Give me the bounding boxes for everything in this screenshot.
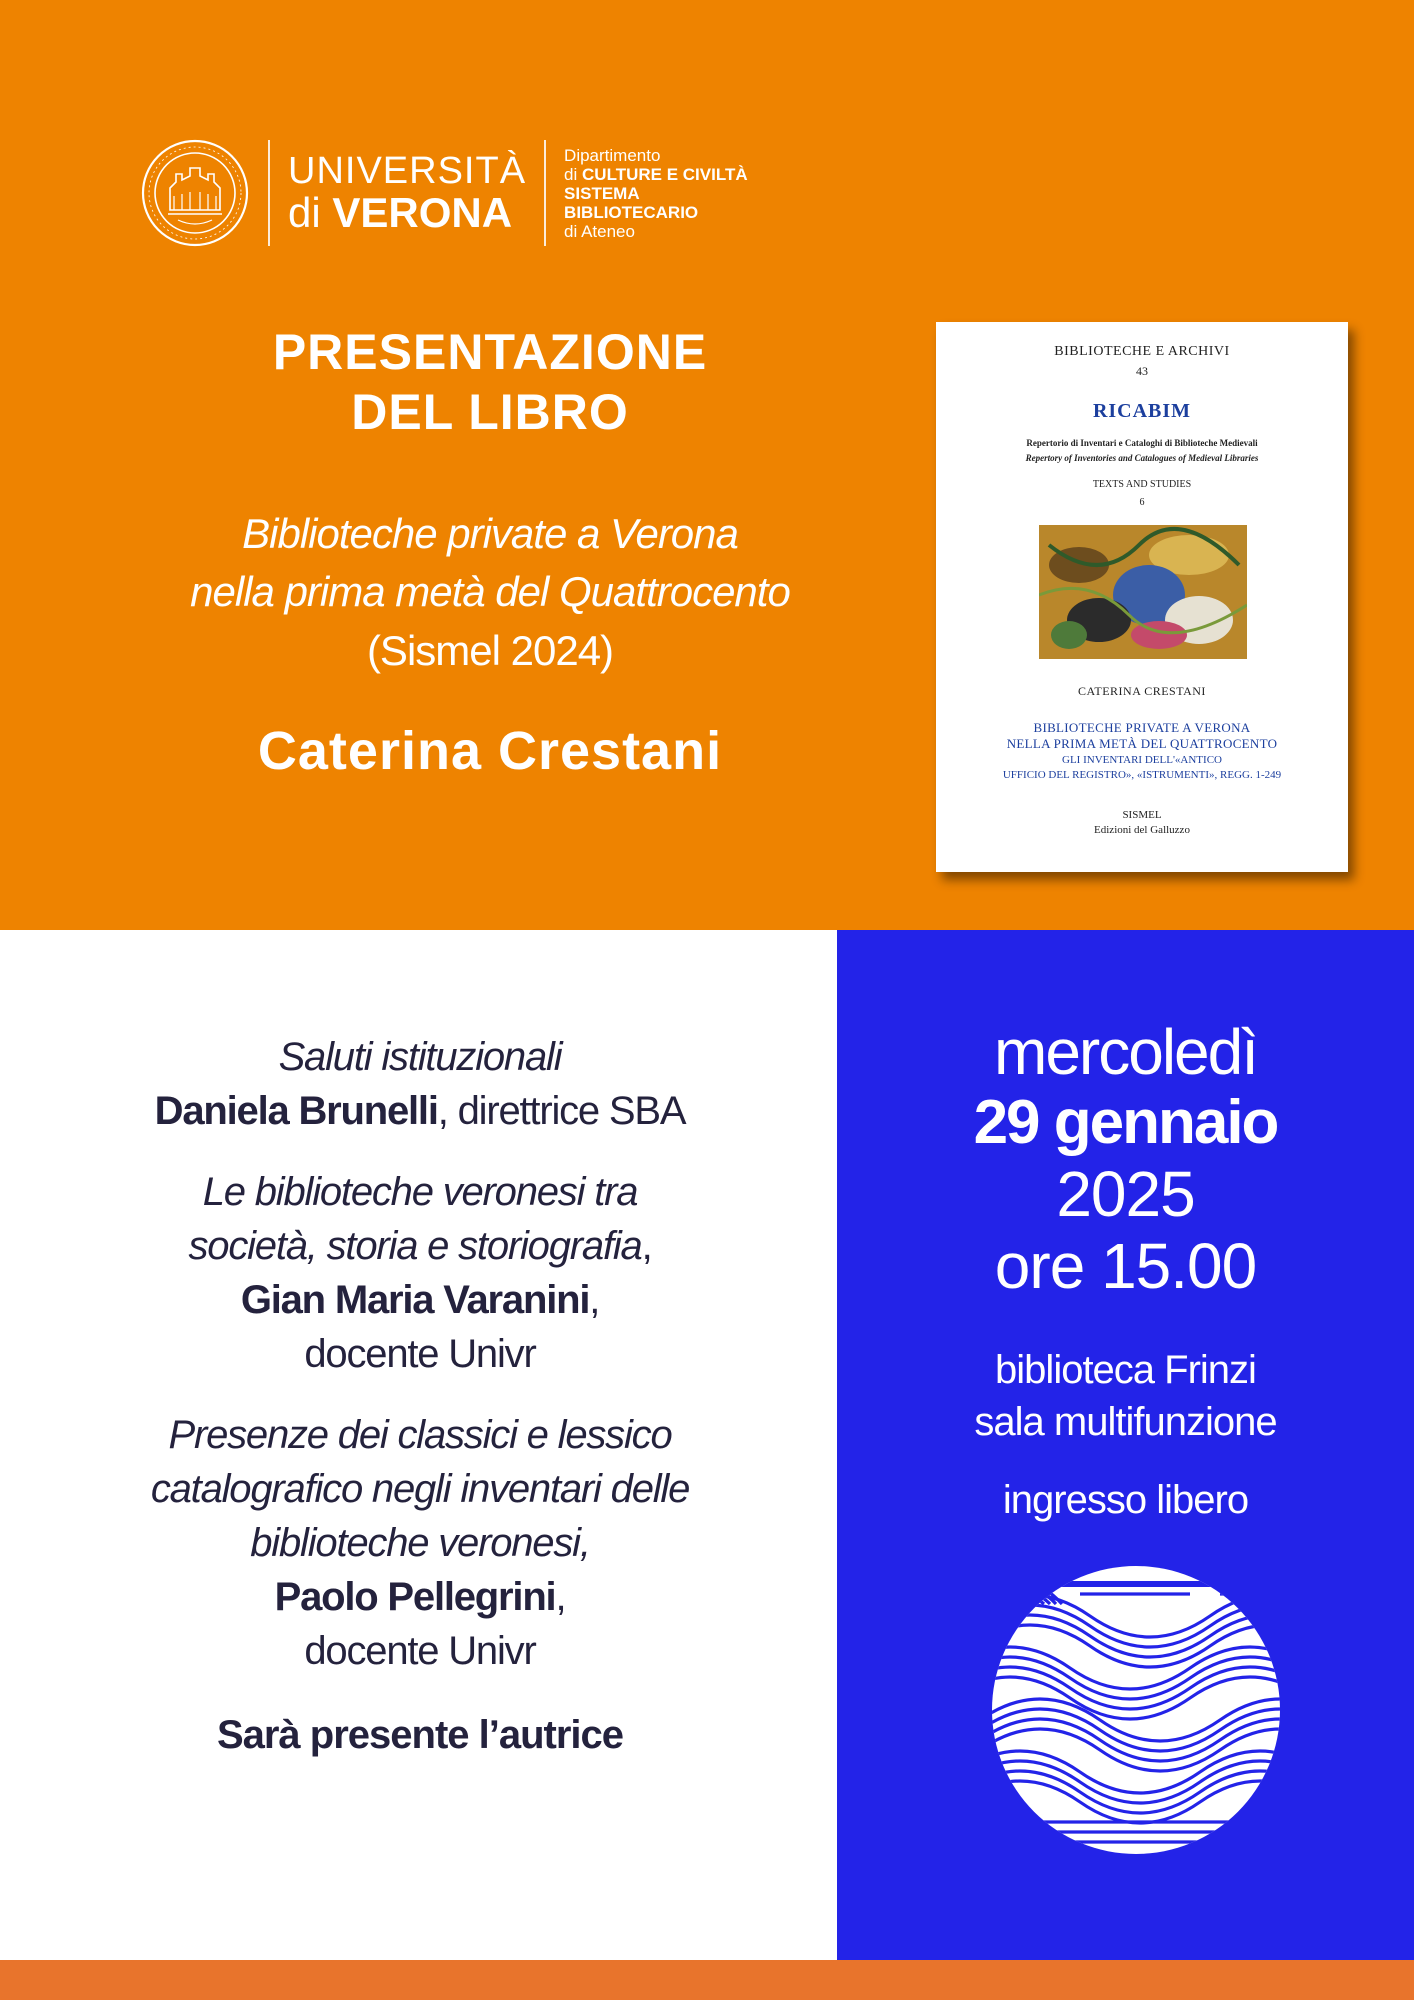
cover-title-line3: GLI INVENTARI DELL'«ANTICO [1062, 754, 1222, 766]
book-cover [936, 322, 1348, 872]
dept-line5: di Ateneo [564, 221, 635, 241]
dept-line2-di: di [564, 164, 578, 184]
speaker-role: docente Univr [304, 1332, 536, 1376]
department-name [564, 146, 748, 241]
event-entry: ingresso libero [1002, 1478, 1249, 1522]
comma: , [555, 1575, 566, 1619]
program-item-title-line2: catalografico negli inventari delle [150, 1467, 690, 1511]
speaker-role: , direttrice SBA [437, 1089, 686, 1133]
cover-ricabim: RICABIM [1092, 400, 1192, 422]
program-item-greetings [40, 1030, 800, 1138]
presentation-title-line2: DEL LIBRO [351, 384, 629, 440]
cover-title-line1: BIBLIOTECHE PRIVATE A VERONA [1033, 720, 1251, 735]
book-publisher: (Sismel 2024) [366, 627, 614, 674]
speaker-name: Paolo Pellegrini [274, 1575, 556, 1619]
dept-line2 [564, 165, 748, 184]
program-item-title: Presenze dei classici e lessico [168, 1413, 672, 1457]
cover-texts-studies: TEXTS AND STUDIES [1092, 479, 1192, 490]
speaker-role: docente Univr [304, 1629, 536, 1673]
cover-repertorio-it: Repertorio di Inventari e Cataloghi di Biblioteche Medievali [1026, 438, 1258, 448]
cover-illustration-icon [1039, 525, 1247, 659]
program-item-title-cont [40, 1219, 800, 1273]
university-logo [140, 138, 748, 248]
book-title [80, 505, 900, 621]
program-item-title-line3: biblioteche veronesi, [250, 1521, 590, 1565]
university-verona: VERONA [332, 189, 513, 236]
dept-line1: Dipartimento [564, 145, 661, 165]
cover-publisher-sub: Edizioni del Galluzzo [1094, 824, 1190, 836]
dept-line4: BIBLIOTECARIO [564, 202, 699, 222]
cover-title-line2: NELLA PRIMA METÀ DEL QUATTROCENTO [1006, 736, 1278, 751]
presentation-title-line1: PRESENTAZIONE [272, 324, 708, 380]
university-di: di [288, 189, 321, 236]
program-item-speaker [40, 1570, 800, 1624]
cover-title-line4: UFFICIO DEL REGISTRO», «ISTRUMENTI», REGG. 1-249 [1002, 769, 1282, 781]
event-day: mercoledì [994, 1016, 1257, 1088]
cover-texts-number: 6 [1139, 497, 1145, 508]
footer-bar [0, 1960, 1414, 2000]
book-title-line2: nella prima metà del Quattrocento [190, 568, 790, 615]
university-name [288, 152, 526, 234]
wave-emblem-icon [990, 1564, 1282, 1856]
university-name-line2 [288, 189, 526, 236]
presentation-title [80, 322, 900, 442]
event-venue: biblioteca Frinzi [995, 1348, 1256, 1392]
book-author: Caterina Crestani [257, 721, 723, 781]
program-item-speaker [40, 1273, 800, 1327]
cover-author: CATERINA CRESTANI [1078, 684, 1206, 698]
university-seal-icon [140, 138, 250, 248]
author-present-note: Sarà presente l’autrice [216, 1713, 624, 1757]
cover-series: BIBLIOTECHE E ARCHIVI [1054, 344, 1230, 359]
program-item-title: Le biblioteche veronesi tra [202, 1170, 638, 1214]
event-details [837, 1016, 1414, 1526]
event-date: 29 gennaio [973, 1088, 1278, 1157]
comma: , [641, 1224, 652, 1268]
event-time: ore 15.00 [994, 1230, 1257, 1302]
cover-publisher: SISMEL [1122, 809, 1162, 821]
dept-line2-name: CULTURE E CIVILTÀ [582, 164, 748, 184]
program-item-speaker [40, 1084, 800, 1138]
program-list [40, 1030, 800, 1758]
speaker-name: Gian Maria Varanini [240, 1278, 590, 1322]
logo-divider [268, 140, 270, 246]
cover-series-number: 43 [1136, 364, 1148, 378]
event-room: sala multifunzione [974, 1400, 1277, 1444]
speaker-name: Daniela Brunelli [154, 1089, 438, 1133]
dept-line3: SISTEMA [564, 183, 640, 203]
comma: , [589, 1278, 600, 1322]
program-item-title-line2: società, storia e storiografia [188, 1224, 642, 1268]
program-item-talk2 [40, 1408, 800, 1678]
university-name-line1: UNIVERSITÀ [288, 150, 527, 192]
cover-repertorio-en: Repertory of Inventories and Catalogues of Medieval Libraries [1025, 453, 1259, 463]
program-item-title: Saluti istituzionali [278, 1035, 562, 1079]
logo-divider [544, 140, 546, 246]
event-year: 2025 [1056, 1158, 1195, 1230]
book-title-line1: Biblioteche private a Verona [242, 510, 738, 557]
program-item-talk1 [40, 1165, 800, 1381]
